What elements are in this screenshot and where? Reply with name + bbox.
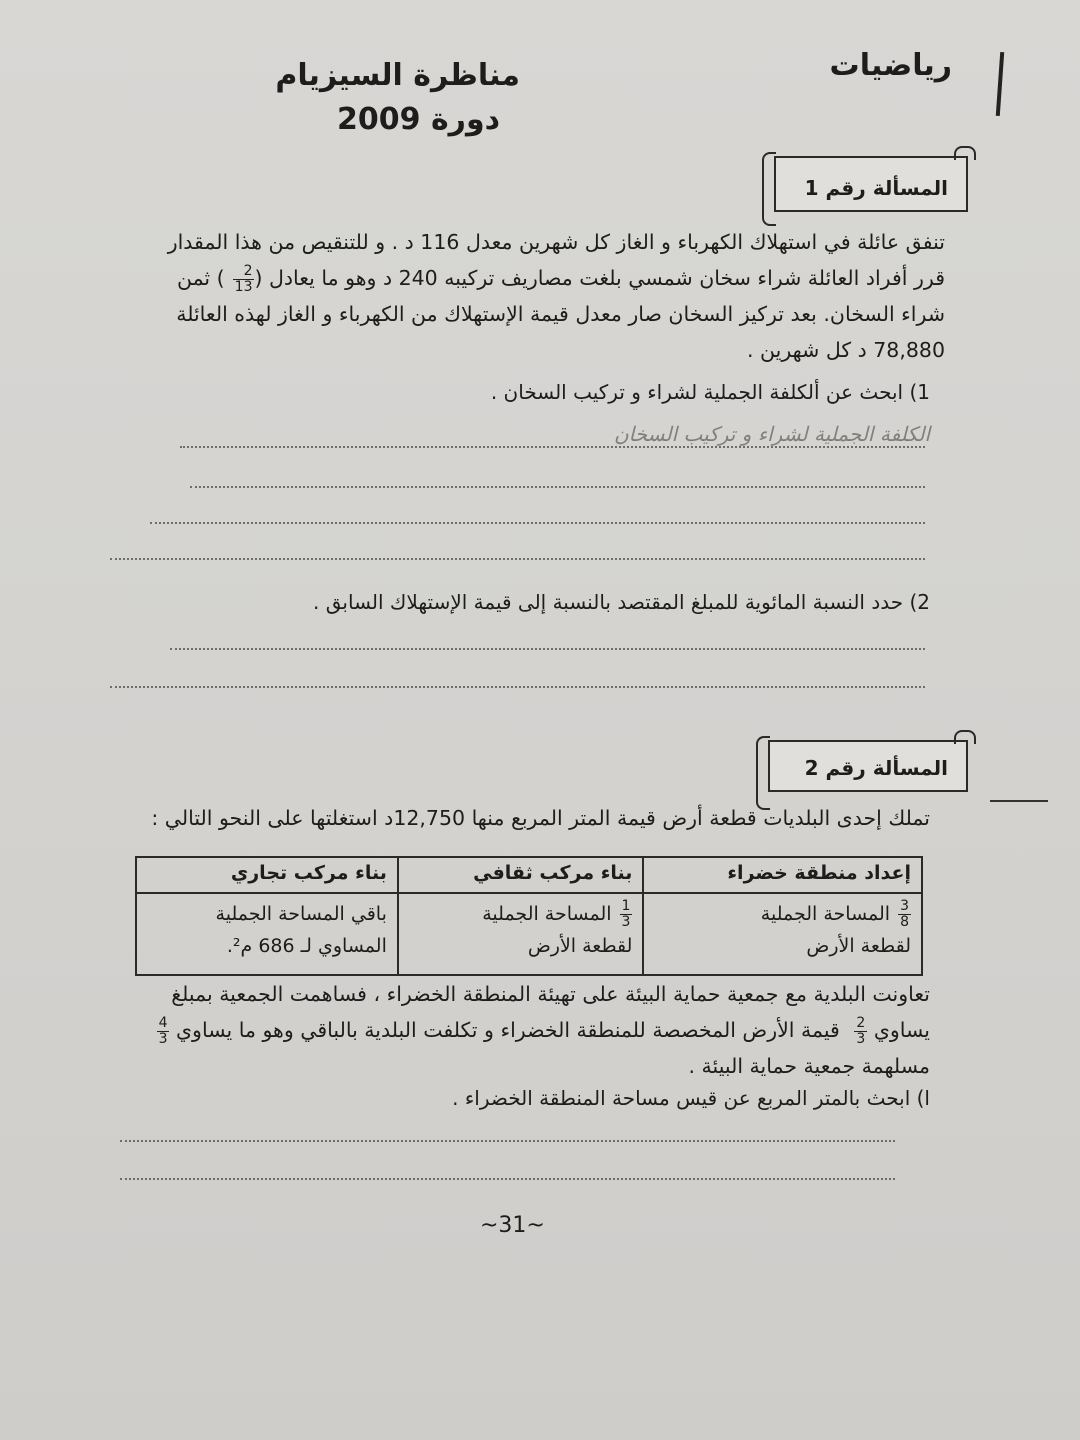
table-row [136,893,922,975]
problem1-label: المسألة رقم 1 [804,176,948,200]
page-number: ~31~ [480,1213,545,1238]
answer-line [110,558,925,560]
commercial-cell: باقي المساحة الجملية المساوي لـ 686 م². [136,893,398,975]
scroll-curl-right [954,146,976,160]
fraction-3-8: $\frac{3}{8}$ [900,898,909,930]
problem2-label: المسألة رقم 2 [804,756,948,780]
problem2-para2: يساوي $\frac{2}{3}$ قيمة الأرض المخصصة للمنطقة الخضراء و تكلفت البلدية بالباقي وهو ما يساوي $\frac{4}{3}$ [158,1014,930,1047]
problem2-question1: ا) ابحث بالمتر المربع عن قيس مساحة المنطقة الخضراء . [452,1086,930,1110]
answer-line [170,648,925,650]
fraction-1-3: $\frac{1}{3}$ [621,898,631,930]
scroll-curl-right [954,730,976,744]
scroll-curl-left [756,736,770,810]
fraction-2-3: $\frac{2}{3}$ [856,1014,866,1047]
table-header: إعداد منطقة خضراء [643,857,922,893]
cultural-cell: $\frac{1}{3}$ المساحة الجملية لقطعة الأرض [398,893,644,975]
exam-title: مناظرة السيزيام [275,58,520,93]
problem1-line2-end: ) ثمن [176,266,225,290]
scroll-curl-left [762,152,776,226]
problem2-label-box [768,740,968,792]
answer-line [180,446,925,448]
margin-mark [996,52,1004,116]
land-use-table [135,856,923,976]
exam-year: دورة 2009 [337,102,500,137]
answer-line [120,1178,895,1180]
problem1-line1: تنفق عائلة في استهلاك الكهرباء و الغاز كل شهرين معدل 116 د . و للتنقيص من هذا المقدار [167,230,945,254]
answer-line [150,522,925,524]
answer-line [190,486,925,488]
problem2-para3: مسلهمة جمعية حماية البيئة . [688,1054,930,1078]
problem2-para1: تعاونت البلدية مع جمعية حماية البيئة على تهيئة المنطقة الخضراء ، فساهمت الجمعية بمبلغ [171,982,930,1006]
problem1-question1: 1) ابحث عن ألكلفة الجملية لشراء و تركيب السخان . [490,380,930,404]
problem1-line4: 78,880 د كل شهرين . [747,338,945,362]
problem1-question2: 2) حدد النسبة المائوية للمبلغ المقتصد بالنسبة إلى قيمة الإستهلاك السابق . [313,590,930,614]
table-header: بناء مركب تجاري [136,857,398,893]
fraction-4-3: $\frac{4}{3}$ [158,1014,168,1047]
answer-line [110,686,925,688]
problem1-statement [100,224,945,368]
subject-title: رياضيات [829,48,952,83]
problem2-intro: تملك إحدى البلديات قطعة أرض قيمة المتر المربع منها 12,750د استغلتها على النحو التالي : [151,806,930,830]
problem2-statement [100,976,930,1084]
answer-line [120,1140,895,1142]
stray-mark [990,800,1048,802]
problem1-line2 [100,260,945,296]
problem1-label-box [774,156,968,212]
problem1-line3: شراء السخان. بعد تركيز السخان صار معدل قيمة الإستهلاك من الكهرباء و الغاز لهذه العائلة [176,302,945,326]
problem1-line2-start: قرر أفراد العائلة شراء سخان شمسي بلغت مصاريف تركيبه 240 د وهو ما يعادل ( [254,266,945,290]
table-header-row [136,857,922,893]
green-zone-cell: $\frac{3}{8}$ المساحة الجملية لقطعة الأرض [643,893,922,975]
fraction-2-13: $\frac{2}{13}$ [234,262,253,295]
handwritten-note: الكلفة الجملية لشراء و تركيب السخان [613,422,930,446]
table-header: بناء مركب ثقافي [398,857,644,893]
